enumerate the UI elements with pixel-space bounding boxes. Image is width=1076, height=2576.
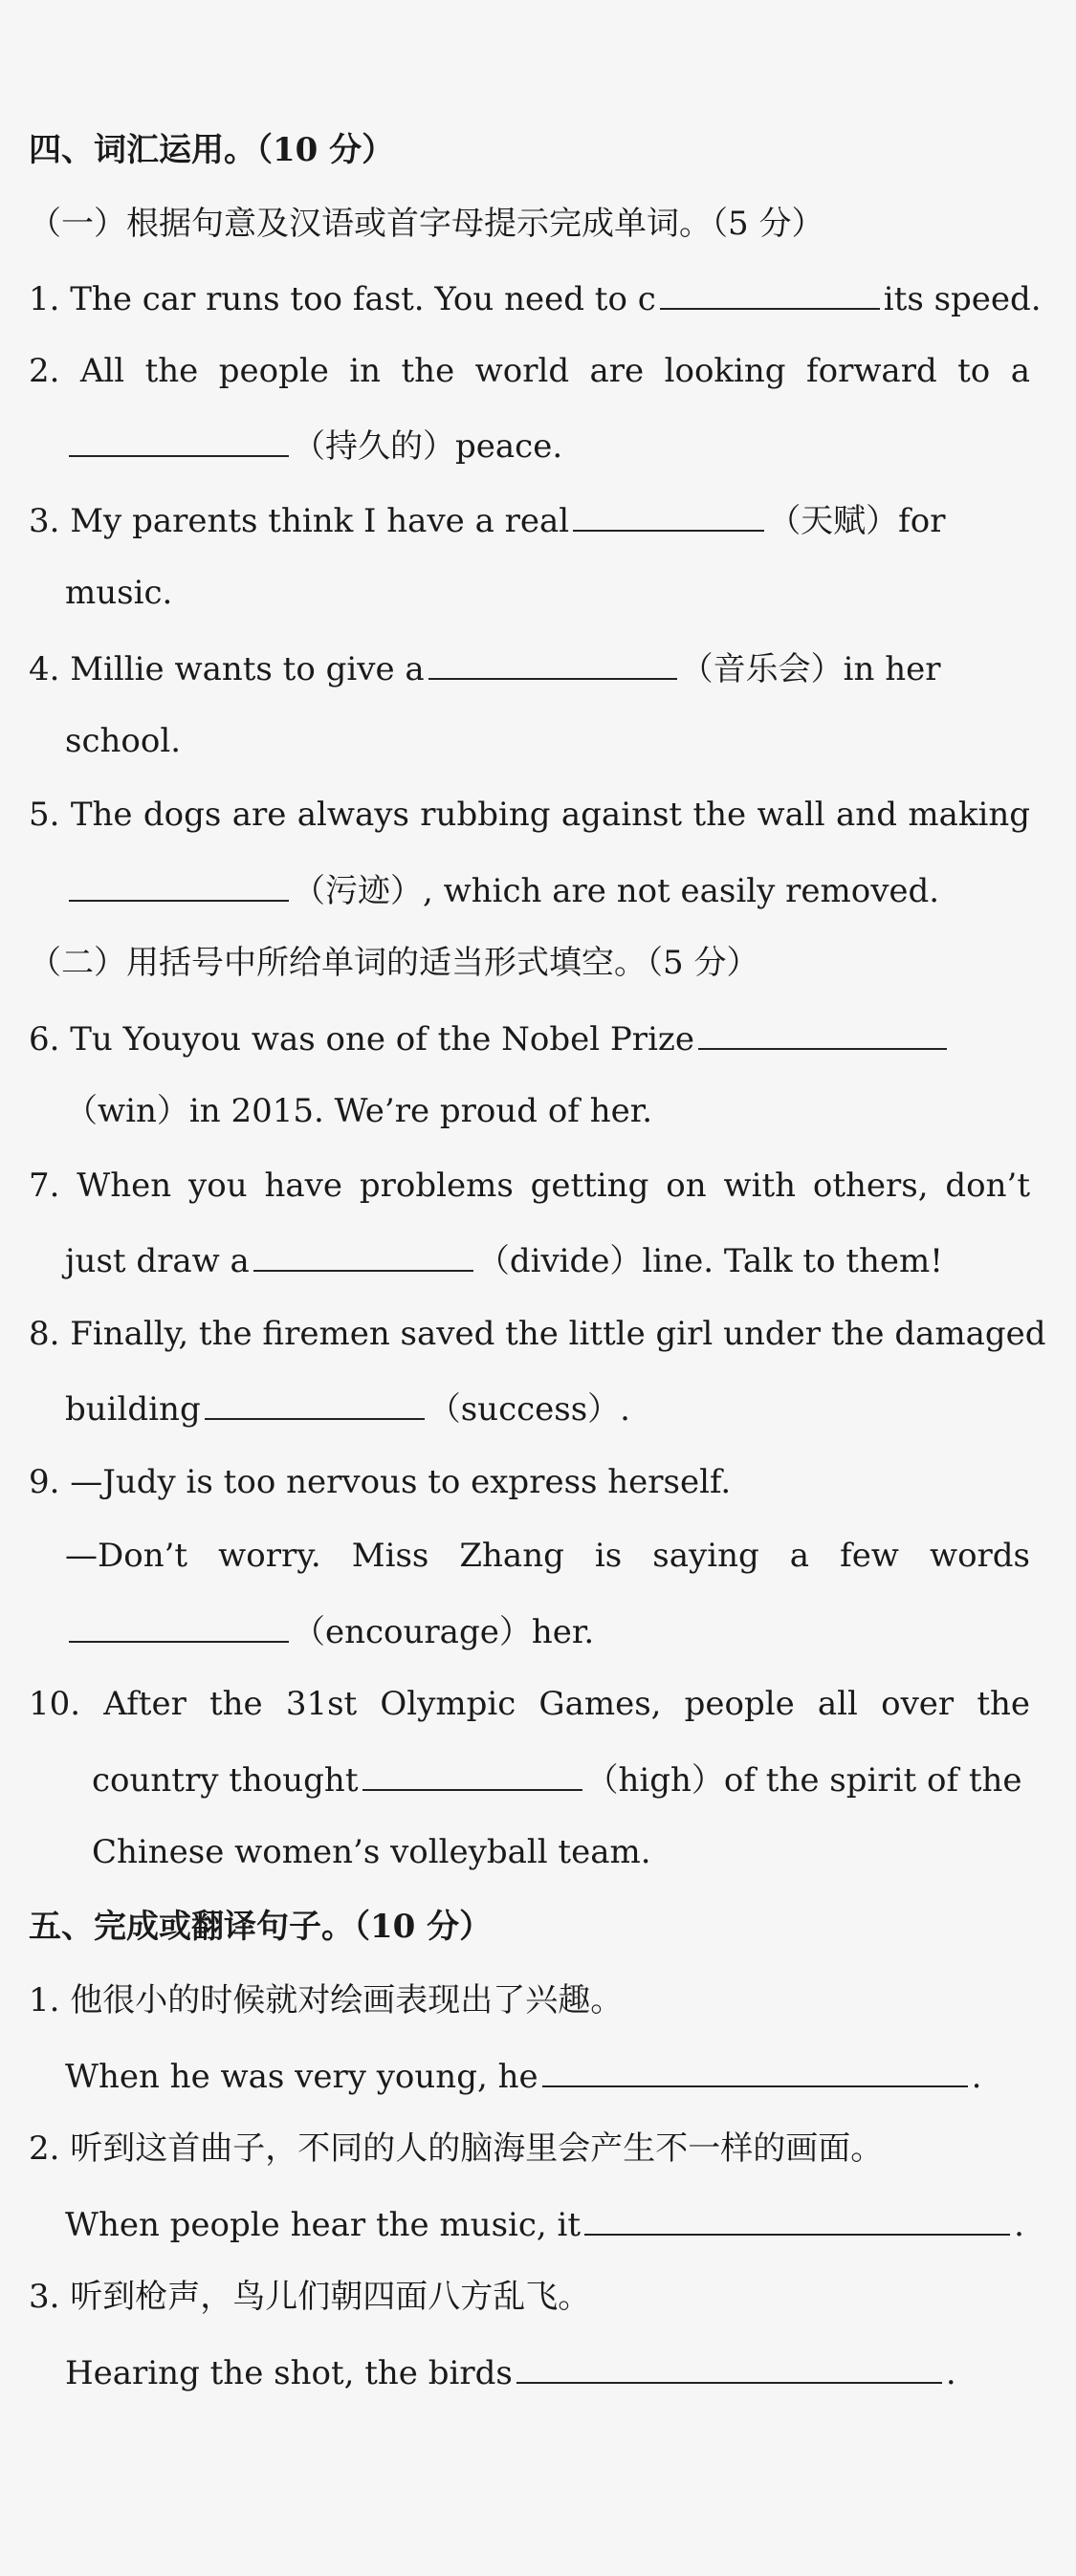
q7-text: just draw a [65, 1242, 250, 1280]
question-8-line2 [65, 1386, 1076, 1431]
q8-text: building [65, 1390, 201, 1429]
q2-text-end: （持久的）peace. [293, 427, 563, 466]
question-1 [29, 275, 1076, 321]
question-6-line2: （win）in 2015. We’re proud of her. [65, 1092, 653, 1130]
translation-1-chinese: 1. 他很小的时候就对绘画表现出了兴趣。 [29, 1981, 624, 2019]
q3-text: 3. My parents think I have a real [29, 502, 570, 540]
q9-text-end: （encourage）her. [293, 1613, 595, 1651]
t3-blank[interactable] [516, 2349, 942, 2384]
translation-2-english [65, 2201, 1076, 2247]
q6-text: 6. Tu Youyou was one of the Nobel Prize [29, 1020, 694, 1059]
t1-text: When he was very young, he [65, 2058, 538, 2096]
q3-blank[interactable] [573, 497, 764, 532]
q2-blank[interactable] [69, 423, 289, 457]
translation-2-chinese: 2. 听到这首曲子，不同的人的脑海里会产生不一样的画面。 [29, 2129, 884, 2168]
section-4-title: 四、词汇运用。（10 分） [29, 131, 395, 169]
question-10-line2 [92, 1757, 1076, 1802]
q1-text-end: its speed. [883, 280, 1042, 318]
question-7-line1: 7. When you have problems getting on with others, don’t [29, 1167, 1030, 1205]
t3-period: . [945, 2354, 956, 2392]
q10-text-end: （high）of the spirit of the [585, 1761, 1022, 1800]
q3-text-end: （天赋）for [768, 502, 946, 540]
question-4-line1 [29, 645, 1076, 691]
t1-blank[interactable] [542, 2053, 968, 2087]
q7-blank[interactable] [253, 1237, 473, 1272]
question-7-line2 [65, 1237, 1076, 1283]
t2-text: When people hear the music, it [65, 2206, 582, 2244]
question-4-line2: school. [65, 722, 182, 760]
section-5-title: 五、完成或翻译句子。（10 分） [29, 1908, 493, 1946]
q8-blank[interactable] [205, 1386, 425, 1420]
question-3-line1 [29, 497, 1076, 543]
part-2-instruction: （二）用括号中所给单词的适当形式填空。（5 分） [29, 944, 759, 982]
t1-period: . [971, 2058, 982, 2096]
q4-text: 4. Millie wants to give a [29, 650, 425, 688]
question-2-line2 [65, 423, 1076, 469]
question-6-line1 [29, 1015, 1076, 1061]
t3-text: Hearing the shot, the birds [65, 2354, 513, 2392]
q1-text: 1. The car runs too fast. You need to c [29, 280, 656, 318]
q10-text: country thought [92, 1761, 359, 1800]
question-5-line1: 5. The dogs are always rubbing against the wall and making [29, 796, 1030, 834]
t2-blank[interactable] [584, 2201, 1010, 2236]
question-10-line1: 10. After the 31st Olympic Games, people all over the [29, 1685, 1030, 1723]
q1-blank[interactable] [660, 275, 880, 310]
q5-blank[interactable] [69, 867, 289, 902]
q7-text-end: （divide）line. Talk to them! [476, 1242, 943, 1280]
q9-blank[interactable] [69, 1608, 289, 1643]
question-8-line1: 8. Finally, the firemen saved the little girl under the damaged [29, 1315, 1046, 1353]
t2-period: . [1014, 2206, 1024, 2244]
q10-blank[interactable] [362, 1757, 582, 1791]
question-9-line1: 9. —Judy is too nervous to express herself. [29, 1463, 732, 1501]
translation-3-english [65, 2349, 1076, 2395]
q6-blank[interactable] [698, 1015, 947, 1050]
translation-3-chinese: 3. 听到枪声，鸟儿们朝四面八方乱飞。 [29, 2278, 591, 2316]
question-9-line3 [65, 1608, 1076, 1654]
question-3-line2: music. [65, 574, 173, 612]
q8-text-end: （success）. [428, 1390, 630, 1429]
question-10-line3: Chinese women’s volleyball team. [92, 1833, 651, 1871]
question-5-line2 [65, 867, 1076, 913]
question-9-line2: —Don’t worry. Miss Zhang is saying a few words [65, 1537, 1030, 1575]
translation-1-english [65, 2053, 1076, 2099]
q4-text-end: （音乐会）in her [680, 650, 941, 688]
part-1-instruction: （一）根据句意及汉语或首字母提示完成单词。（5 分） [29, 205, 824, 243]
q5-text-end: （污迹）, which are not easily removed. [293, 872, 940, 910]
q4-blank[interactable] [428, 645, 677, 680]
question-2-line1: 2. All the people in the world are looking forward to a [29, 352, 1030, 390]
